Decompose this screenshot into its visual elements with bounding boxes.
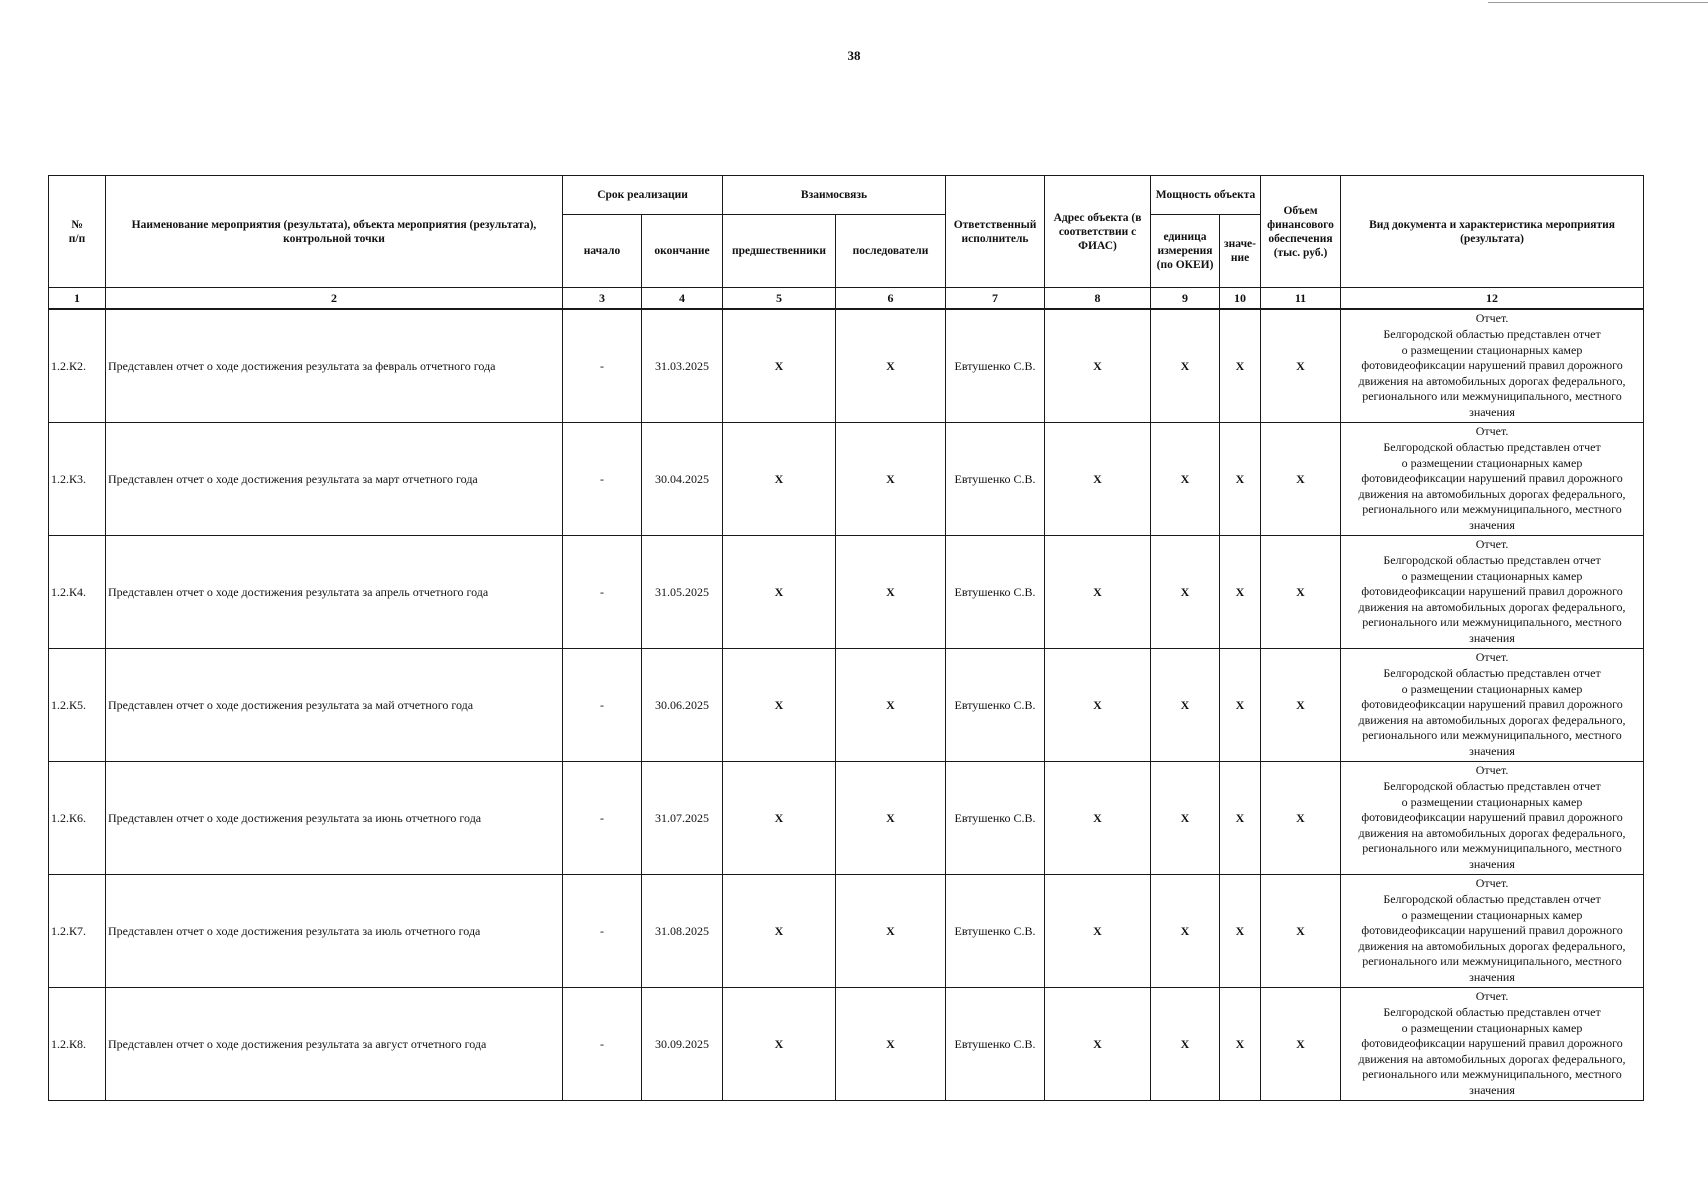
- column-number: 3: [563, 288, 642, 310]
- row-start: -: [563, 536, 642, 649]
- row-predecessors: X: [723, 875, 836, 988]
- row-name: Представлен отчет о ходе достижения результата за июнь отчетного года: [106, 762, 563, 875]
- row-end: 31.03.2025: [642, 309, 723, 423]
- doc-line: Белгородской областью представлен отчет: [1383, 327, 1601, 342]
- row-address: X: [1045, 423, 1151, 536]
- row-code: 1.2.К5.: [49, 649, 106, 762]
- row-successors: X: [836, 875, 946, 988]
- row-code: 1.2.К4.: [49, 536, 106, 649]
- table-row: [49, 536, 1644, 649]
- row-code: 1.2.К7.: [49, 875, 106, 988]
- row-end: 31.05.2025: [642, 536, 723, 649]
- row-name: Представлен отчет о ходе достижения результата за март отчетного года: [106, 423, 563, 536]
- row-unit: X: [1151, 988, 1220, 1101]
- row-name: Представлен отчет о ходе достижения результата за август отчетного года: [106, 988, 563, 1101]
- row-start: -: [563, 762, 642, 875]
- table-row: [49, 762, 1644, 875]
- row-doc: [1341, 536, 1644, 649]
- doc-line: регионального или межмуниципального, местного: [1362, 389, 1622, 404]
- doc-line: Отчет.: [1475, 876, 1509, 891]
- row-predecessors: X: [723, 309, 836, 423]
- doc-line: движения на автомобильных дорогах федерального,: [1358, 712, 1626, 727]
- header-end: окончание: [642, 215, 723, 288]
- row-successors: X: [836, 309, 946, 423]
- row-name: Представлен отчет о ходе достижения результата за июль отчетного года: [106, 875, 563, 988]
- row-value: X: [1220, 988, 1261, 1101]
- row-name: Представлен отчет о ходе достижения результата за февраль отчетного года: [106, 309, 563, 423]
- row-successors: X: [836, 762, 946, 875]
- row-responsible: Евтушенко С.В.: [946, 649, 1045, 762]
- row-doc: [1341, 309, 1644, 423]
- row-value: X: [1220, 649, 1261, 762]
- column-number: 8: [1045, 288, 1151, 310]
- column-number: 2: [106, 288, 563, 310]
- doc-line: фотовидеофиксации нарушений правил дорожного: [1361, 584, 1623, 599]
- table-row: [49, 423, 1644, 536]
- doc-line: о размещении стационарных камер: [1401, 568, 1583, 583]
- table-row: [49, 875, 1644, 988]
- header-finance: Объем финансового обеспечения (тыс. руб.): [1261, 176, 1341, 288]
- doc-line: регионального или межмуниципального, местного: [1362, 954, 1622, 969]
- row-address: X: [1045, 875, 1151, 988]
- doc-line: движения на автомобильных дорогах федерального,: [1358, 938, 1626, 953]
- doc-line: о размещении стационарных камер: [1401, 907, 1583, 922]
- row-finance: X: [1261, 423, 1341, 536]
- doc-line: значения: [1469, 969, 1515, 984]
- row-code: 1.2.К8.: [49, 988, 106, 1101]
- row-address: X: [1045, 988, 1151, 1101]
- header-address: Адрес объекта (в соответствии с ФИАС): [1045, 176, 1151, 288]
- column-number: 6: [836, 288, 946, 310]
- row-address: X: [1045, 536, 1151, 649]
- row-successors: X: [836, 649, 946, 762]
- row-name: Представлен отчет о ходе достижения результата за май отчетного года: [106, 649, 563, 762]
- doc-line: о размещении стационарных камер: [1401, 1020, 1583, 1035]
- doc-line: Отчет.: [1475, 311, 1509, 326]
- row-value: X: [1220, 423, 1261, 536]
- column-number: 12: [1341, 288, 1644, 310]
- header-num: № п/п: [49, 176, 106, 288]
- doc-line: регионального или межмуниципального, местного: [1362, 728, 1622, 743]
- row-start: -: [563, 309, 642, 423]
- row-predecessors: X: [723, 762, 836, 875]
- row-successors: X: [836, 423, 946, 536]
- row-end: 31.07.2025: [642, 762, 723, 875]
- header-capacity-group: Мощность объекта: [1151, 176, 1261, 215]
- column-number: 1: [49, 288, 106, 310]
- row-finance: X: [1261, 988, 1341, 1101]
- doc-line: движения на автомобильных дорогах федерального,: [1358, 486, 1626, 501]
- row-value: X: [1220, 762, 1261, 875]
- row-doc: [1341, 423, 1644, 536]
- row-end: 30.09.2025: [642, 988, 723, 1101]
- row-doc: [1341, 875, 1644, 988]
- row-value: X: [1220, 309, 1261, 423]
- row-finance: X: [1261, 309, 1341, 423]
- doc-line: значения: [1469, 1082, 1515, 1097]
- header-link-group: Взаимосвязь: [723, 176, 946, 215]
- row-value: X: [1220, 536, 1261, 649]
- column-number: 10: [1220, 288, 1261, 310]
- doc-line: движения на автомобильных дорогах федерального,: [1358, 373, 1626, 388]
- row-address: X: [1045, 762, 1151, 875]
- row-address: X: [1045, 309, 1151, 423]
- page-number: 38: [847, 48, 861, 63]
- doc-line: регионального или межмуниципального, местного: [1362, 841, 1622, 856]
- header-doc: Вид документа и характеристика мероприятия (результата): [1341, 176, 1644, 288]
- row-successors: X: [836, 988, 946, 1101]
- column-number: 5: [723, 288, 836, 310]
- doc-line: Белгородской областью представлен отчет: [1383, 440, 1601, 455]
- row-code: 1.2.К6.: [49, 762, 106, 875]
- row-predecessors: X: [723, 649, 836, 762]
- row-finance: X: [1261, 536, 1341, 649]
- header-value: значе-ние: [1220, 215, 1261, 288]
- row-finance: X: [1261, 875, 1341, 988]
- column-number: 4: [642, 288, 723, 310]
- doc-line: фотовидеофиксации нарушений правил дорожного: [1361, 810, 1623, 825]
- doc-line: Белгородской областью представлен отчет: [1383, 666, 1601, 681]
- row-end: 30.06.2025: [642, 649, 723, 762]
- table-row: [49, 309, 1644, 423]
- doc-line: Белгородской областью представлен отчет: [1383, 1005, 1601, 1020]
- row-unit: X: [1151, 423, 1220, 536]
- row-responsible: Евтушенко С.В.: [946, 423, 1045, 536]
- doc-line: значения: [1469, 856, 1515, 871]
- column-number-row: [49, 288, 1644, 310]
- row-responsible: Евтушенко С.В.: [946, 988, 1045, 1101]
- row-responsible: Евтушенко С.В.: [946, 762, 1045, 875]
- doc-line: регионального или межмуниципального, местного: [1362, 615, 1622, 630]
- row-code: 1.2.К2.: [49, 309, 106, 423]
- doc-line: Отчет.: [1475, 989, 1509, 1004]
- doc-line: о размещении стационарных камер: [1401, 342, 1583, 357]
- row-finance: X: [1261, 762, 1341, 875]
- row-doc: [1341, 649, 1644, 762]
- table-row: [49, 988, 1644, 1101]
- doc-line: движения на автомобильных дорогах федерального,: [1358, 599, 1626, 614]
- doc-line: движения на автомобильных дорогах федерального,: [1358, 1051, 1626, 1066]
- doc-line: значения: [1469, 517, 1515, 532]
- doc-line: движения на автомобильных дорогах федерального,: [1358, 825, 1626, 840]
- header-unit: единица измерения (по ОКЕИ): [1151, 215, 1220, 288]
- row-start: -: [563, 875, 642, 988]
- doc-line: значения: [1469, 743, 1515, 758]
- row-end: 31.08.2025: [642, 875, 723, 988]
- plan-table: [48, 175, 1644, 1101]
- doc-line: Отчет.: [1475, 763, 1509, 778]
- doc-line: Отчет.: [1475, 537, 1509, 552]
- doc-line: Белгородской областью представлен отчет: [1383, 553, 1601, 568]
- header-responsible: Ответственный исполнитель: [946, 176, 1045, 288]
- row-code: 1.2.К3.: [49, 423, 106, 536]
- row-unit: X: [1151, 762, 1220, 875]
- row-responsible: Евтушенко С.В.: [946, 309, 1045, 423]
- row-start: -: [563, 649, 642, 762]
- row-finance: X: [1261, 649, 1341, 762]
- header-name: Наименование мероприятия (результата), объекта мероприятия (результата), контрольной точки: [106, 176, 563, 288]
- row-unit: X: [1151, 309, 1220, 423]
- row-name: Представлен отчет о ходе достижения результата за апрель отчетного года: [106, 536, 563, 649]
- doc-line: фотовидеофиксации нарушений правил дорожного: [1361, 358, 1623, 373]
- doc-line: Отчет.: [1475, 424, 1509, 439]
- row-unit: X: [1151, 649, 1220, 762]
- row-predecessors: X: [723, 423, 836, 536]
- header-predecessors: предшественники: [723, 215, 836, 288]
- row-responsible: Евтушенко С.В.: [946, 536, 1045, 649]
- row-responsible: Евтушенко С.В.: [946, 875, 1045, 988]
- row-value: X: [1220, 875, 1261, 988]
- doc-line: Белгородской областью представлен отчет: [1383, 779, 1601, 794]
- row-unit: X: [1151, 536, 1220, 649]
- row-predecessors: X: [723, 536, 836, 649]
- row-predecessors: X: [723, 988, 836, 1101]
- doc-line: регионального или межмуниципального, местного: [1362, 502, 1622, 517]
- doc-line: о размещении стационарных камер: [1401, 455, 1583, 470]
- top-rule: [1488, 2, 1708, 3]
- doc-line: значения: [1469, 630, 1515, 645]
- table-row: [49, 649, 1644, 762]
- row-end: 30.04.2025: [642, 423, 723, 536]
- row-start: -: [563, 988, 642, 1101]
- row-address: X: [1045, 649, 1151, 762]
- doc-line: Отчет.: [1475, 650, 1509, 665]
- header-start: начало: [563, 215, 642, 288]
- doc-line: фотовидеофиксации нарушений правил дорожного: [1361, 923, 1623, 938]
- doc-line: значения: [1469, 404, 1515, 419]
- doc-line: о размещении стационарных камер: [1401, 681, 1583, 696]
- doc-line: регионального или межмуниципального, местного: [1362, 1067, 1622, 1082]
- row-doc: [1341, 762, 1644, 875]
- column-number: 11: [1261, 288, 1341, 310]
- row-start: -: [563, 423, 642, 536]
- doc-line: фотовидеофиксации нарушений правил дорожного: [1361, 1036, 1623, 1051]
- column-number: 9: [1151, 288, 1220, 310]
- doc-line: Белгородской областью представлен отчет: [1383, 892, 1601, 907]
- row-doc: [1341, 988, 1644, 1101]
- row-unit: X: [1151, 875, 1220, 988]
- doc-line: фотовидеофиксации нарушений правил дорожного: [1361, 697, 1623, 712]
- header-successors: последователи: [836, 215, 946, 288]
- header-period-group: Срок реализации: [563, 176, 723, 215]
- column-number: 7: [946, 288, 1045, 310]
- doc-line: о размещении стационарных камер: [1401, 794, 1583, 809]
- row-successors: X: [836, 536, 946, 649]
- doc-line: фотовидеофиксации нарушений правил дорожного: [1361, 471, 1623, 486]
